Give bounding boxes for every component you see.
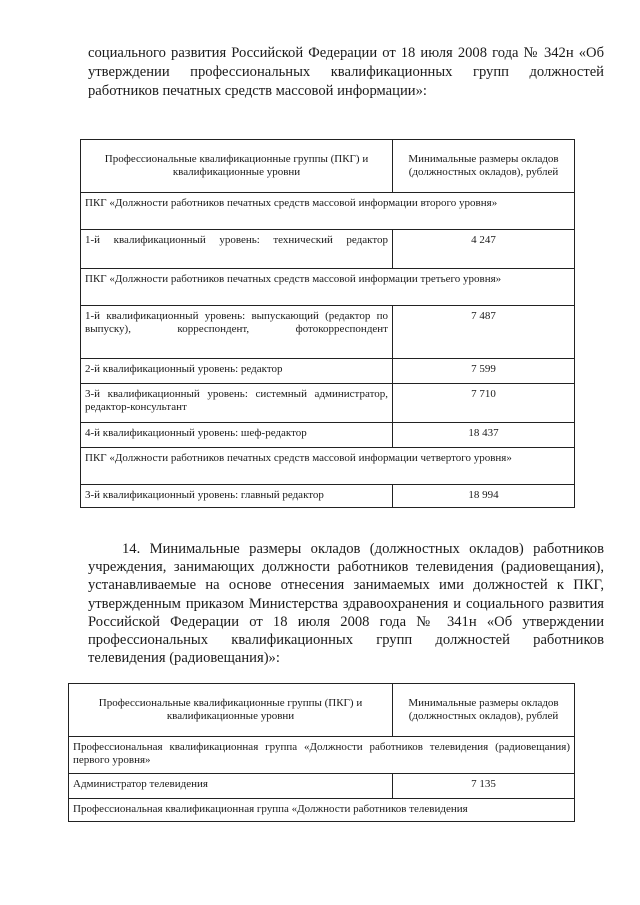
group-row: [81, 448, 575, 485]
group-row: [81, 193, 575, 230]
table-row: [81, 306, 575, 359]
group-title: Профессиональная квалификационная группа «Должности работников телевидения: [69, 799, 575, 822]
header-pkg: Профессиональные квалификационные группы (ПКГ) и квалификационные уровни: [81, 140, 393, 193]
intro-paragraph: социального развития Российской Федерации от 18 июля 2008 года № 342н «Об утверждении профессиональных квалификационных групп должностей работников печатных средств массовой информации»:: [88, 45, 604, 99]
section-14-paragraph: 14. Минимальные размеры окладов (должностных окладов) работников учреждения, занимающих должности работников телевидения (радиовещания), устанавливаемые на основе отнесения занимаемых ими должностей к ПКГ, утвержденным приказом Министерства здравоохранения и социального развития Российской Федерации от 18 июля 2008 года № 341н «Об утверждении профессиональных квалификационных групп должностей работников телевидения (радиовещания)»:: [88, 541, 604, 667]
salary-cell: 7 710: [393, 384, 575, 423]
group-row: [69, 799, 575, 822]
level-cell: 1-й квалификационный уровень: выпускающий (редактор по выпуску), корреспондент, фотокорреспондент: [81, 306, 393, 359]
group-title: ПКГ «Должности работников печатных средств массовой информации четвертого уровня»: [81, 448, 575, 485]
salary-cell: 18 437: [393, 423, 575, 448]
level-cell: 3-й квалификационный уровень: системный администратор, редактор-консультант: [81, 384, 393, 423]
group-title: ПКГ «Должности работников печатных средств массовой информации второго уровня»: [81, 193, 575, 230]
table-row: [81, 384, 575, 423]
table-row: [69, 774, 575, 799]
level-cell: 3-й квалификационный уровень: главный редактор: [81, 485, 393, 508]
salary-cell: 7 135: [393, 774, 575, 799]
group-row: [69, 737, 575, 774]
level-cell: 1-й квалификационный уровень: технический редактор: [81, 230, 393, 269]
table-row: [81, 485, 575, 508]
table-row: [81, 230, 575, 269]
header-salary: Минимальные размеры окладов (должностных окладов), рублей: [393, 684, 575, 737]
group-title: Профессиональная квалификационная группа «Должности работников телевидения (радиовещания) первого уровня»: [69, 737, 575, 774]
group-title: ПКГ «Должности работников печатных средств массовой информации третьего уровня»: [81, 269, 575, 306]
header-pkg: Профессиональные квалификационные группы (ПКГ) и квалификационные уровни: [69, 684, 393, 737]
table-row: [81, 423, 575, 448]
group-row: [81, 269, 575, 306]
table-header-row: [81, 140, 575, 193]
level-cell: Администратор телевидения: [69, 774, 393, 799]
pkg-television-table: [68, 683, 575, 822]
salary-cell: 7 487: [393, 306, 575, 359]
salary-cell: 18 994: [393, 485, 575, 508]
table-row: [81, 359, 575, 384]
level-cell: 2-й квалификационный уровень: редактор: [81, 359, 393, 384]
level-cell: 4-й квалификационный уровень: шеф-редактор: [81, 423, 393, 448]
salary-cell: 4 247: [393, 230, 575, 269]
header-salary: Минимальные размеры окладов (должностных окладов), рублей: [393, 140, 575, 193]
table-header-row: [69, 684, 575, 737]
salary-cell: 7 599: [393, 359, 575, 384]
pkg-print-media-table: [80, 139, 575, 508]
